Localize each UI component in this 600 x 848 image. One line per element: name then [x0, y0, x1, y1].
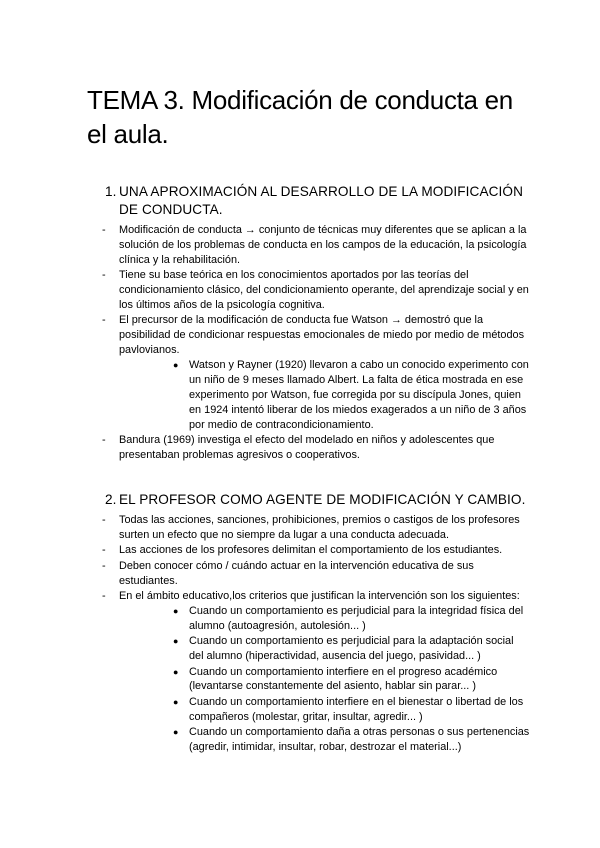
- bullet-item: [119, 634, 530, 664]
- list-item: [87, 543, 530, 558]
- dash-marker: -: [102, 269, 106, 282]
- document-title: TEMA 3. Modificación de conducta en el aula.: [87, 85, 513, 149]
- dash-marker: -: [102, 590, 106, 603]
- bullet-item: [119, 358, 530, 433]
- section-1: [87, 183, 530, 463]
- bullet-item-text: Cuando un comportamiento es perjudicial para la adaptación social del alumno (hiperactividad, ausencia del juego, pasividad... ): [189, 635, 514, 663]
- bullet-marker: ●: [173, 727, 179, 738]
- list-item: [87, 313, 530, 432]
- dash-marker: -: [102, 434, 106, 447]
- section-heading: [87, 183, 530, 219]
- dash-list: [87, 223, 530, 463]
- bullet-marker: ●: [173, 605, 179, 616]
- list-item: [87, 513, 530, 543]
- section-heading: [87, 491, 530, 509]
- list-item-text: En el ámbito educativo,los criterios que justifican la intervención son los siguientes:: [119, 590, 520, 603]
- list-item-text: Bandura (1969) investiga el efecto del modelado en niños y adolescentes que presentaban problemas agresivos o cooperativos.: [119, 434, 495, 462]
- list-item: [87, 433, 530, 463]
- bullet-item-text: Cuando un comportamiento es perjudicial para la integridad física del alumno (autoagresión, autolesión... ): [189, 604, 524, 632]
- bullet-item-text: Cuando un comportamiento interfiere en el bienestar o libertad de los compañeros (molestar, gritar, insultar, agredir... ): [189, 695, 524, 723]
- list-item: [87, 268, 530, 313]
- list-item-text: El precursor de la modificación de conducta fue Watson → demostró que la posibilidad de condicionar respuestas emocionales de miedo por medio de métodos pavlovianos.: [119, 314, 525, 357]
- dash-list: [87, 513, 530, 755]
- dash-marker: -: [102, 314, 106, 327]
- bullet-marker: ●: [173, 666, 179, 677]
- list-item: [87, 589, 530, 755]
- bullet-list: [119, 358, 530, 433]
- list-item: [87, 559, 530, 589]
- bullet-item: [119, 665, 530, 695]
- bullet-item-text: Watson y Rayner (1920) llevaron a cabo un conocido experimento con un niño de 9 meses llamado Albert. La falta de ética mostrada en ese experimento por Watson, fue corregida por su discípula Jones, quien en 1924 intentó liberar de los miedos exagerados a un niño de 3 años por medio de contracondicionamiento.: [189, 359, 529, 431]
- bullet-item-text: Cuando un comportamiento daña a otras personas o sus pertenencias (agredir, intimidar, insultar, robar, destrozar el material...): [189, 726, 530, 754]
- dash-marker: -: [102, 559, 106, 572]
- bullet-item: [119, 725, 530, 755]
- section-heading-text: UNA APROXIMACIÓN AL DESARROLLO DE LA MODIFICACIÓN DE CONDUCTA.: [119, 184, 523, 217]
- section-number: 1.: [105, 184, 117, 199]
- list-item-text: Tiene su base teórica en los conocimientos aportados por las teorías del condicionamiento clásico, del condicionamiento operante, del aprendizaje social y en los últimos años de la psicología cognitiva.: [119, 269, 529, 312]
- bullet-item: [119, 604, 530, 634]
- bullet-item: [119, 695, 530, 725]
- list-item-text: Modificación de conducta → conjunto de técnicas muy diferentes que se aplican a la solución de los problemas de conducta en los campos de la educación, la psicología clínica y la rehabilitación.: [119, 224, 527, 266]
- list-item-text: Todas las acciones, sanciones, prohibiciones, premios o castigos de los profesores surten un efecto que no siempre da lugar a una conducta adecuada.: [119, 514, 520, 541]
- list-item: [87, 223, 530, 268]
- list-item-text: Deben conocer cómo / cuándo actuar en la intervención educativa de sus estudiantes.: [119, 559, 474, 587]
- bullet-marker: ●: [173, 360, 179, 371]
- section-2: [87, 491, 530, 755]
- bullet-marker: ●: [173, 696, 179, 707]
- bullet-list: [119, 604, 530, 755]
- bullet-marker: ●: [173, 636, 179, 647]
- section-heading-text: EL PROFESOR COMO AGENTE DE MODIFICACIÓN Y CAMBIO.: [119, 492, 526, 507]
- dash-marker: -: [102, 514, 106, 526]
- bullet-item-text: Cuando un comportamiento interfiere en el progreso académico (levantarse constantemente del asiento, hablar sin parar... ): [189, 665, 498, 693]
- dash-marker: -: [102, 224, 106, 236]
- list-item-text: Las acciones de los profesores delimitan el comportamiento de los estudiantes.: [119, 544, 503, 557]
- dash-marker: -: [102, 544, 106, 557]
- section-number: 2.: [105, 492, 117, 507]
